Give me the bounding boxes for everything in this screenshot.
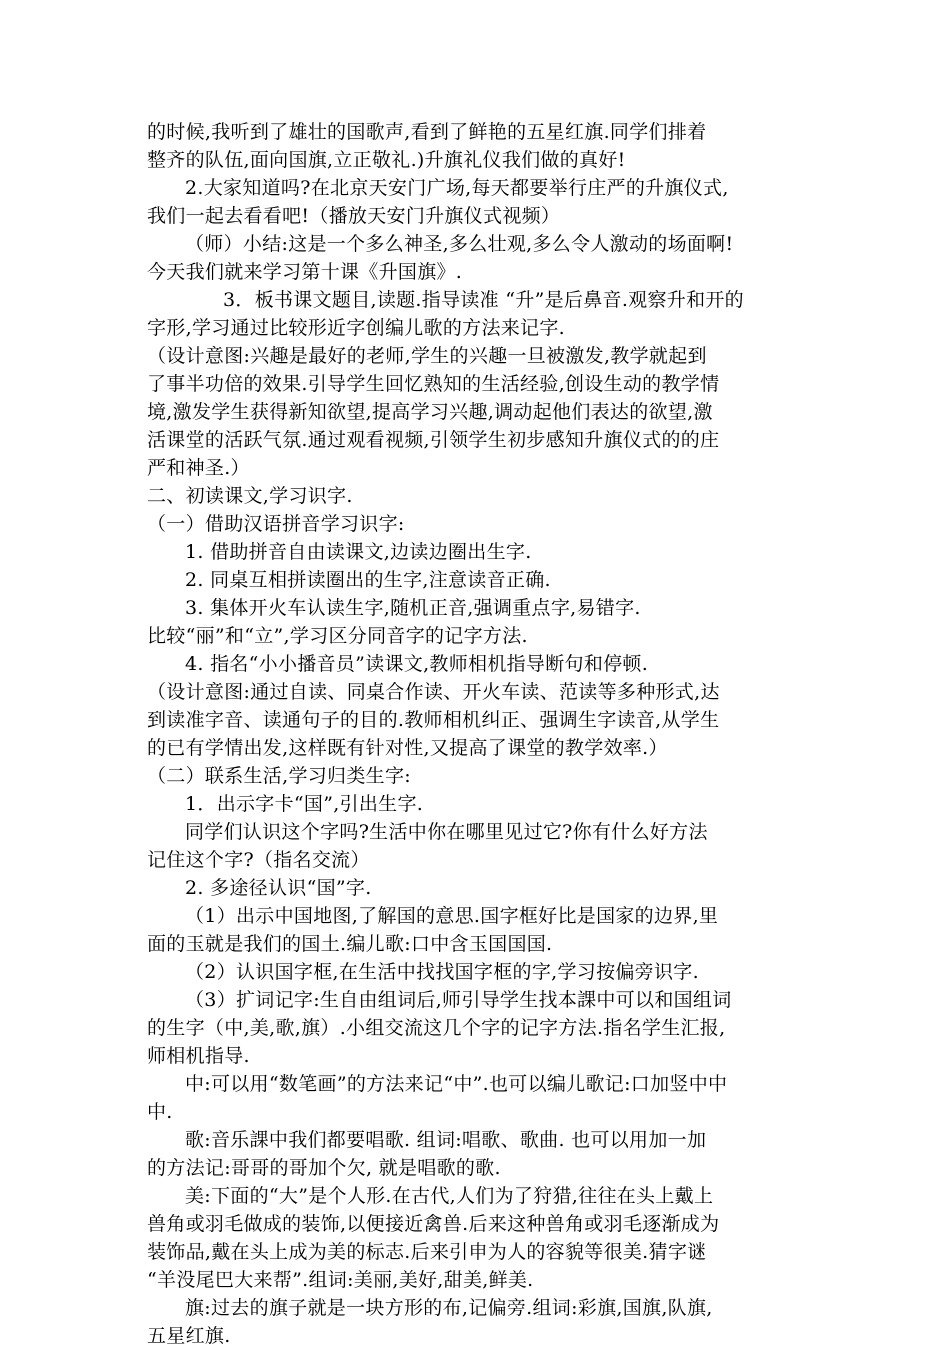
text-line: 整齐的队伍,面向国旗,立正敬礼.)升旗礼仪我们做的真好! bbox=[147, 149, 626, 171]
text-line: 装饰品,戴在头上成为美的标志.后来引申为人的容貌等很美.猜字谜 bbox=[147, 1241, 707, 1263]
text-line: 活课堂的活跃气氛.通过观看视频,引领学生初步感知升旗仪式的的庄 bbox=[147, 429, 720, 451]
text-line: 的已有学情出发,这样既有针对性,又提高了课堂的教学效率.） bbox=[147, 737, 668, 759]
subsection-heading: （二）联系生活,学习归类生字: bbox=[147, 765, 411, 787]
text-line: 中. bbox=[147, 1101, 173, 1123]
text-line: （设计意图:通过自读、同桌合作读、开火车读、范读等多种形式,达 bbox=[147, 681, 720, 703]
text-line: 记住这个字?（指名交流） bbox=[147, 849, 370, 871]
text-line: 2. 同桌互相拼读圈出的生字,注意读音正确. bbox=[185, 569, 551, 591]
text-line: 同学们认识这个字吗?生活中你在哪里见过它?你有什么好方法 bbox=[185, 821, 708, 843]
text-line: 境,激发学生获得新知欲望,提高学习兴趣,调动起他们表达的欲望,激 bbox=[147, 401, 713, 423]
text-line: 兽角或羽毛做成的装饰,以便接近禽兽.后来这种兽角或羽毛逐渐成为 bbox=[147, 1213, 720, 1235]
text-line: （1）出示中国地图,了解国的意思.国字框好比是国家的边界,里 bbox=[185, 905, 719, 927]
text-line: 4. 指名“小小播音员”读课文,教师相机指导断句和停顿. bbox=[185, 653, 649, 675]
text-line: 3. 集体开火车认读生字,随机正音,强调重点字,易错字. bbox=[185, 597, 641, 619]
text-line: （3）扩词记字:生自由组词后,师引导学生找本課中可以和国组词 bbox=[185, 989, 732, 1011]
text-line: 的生字（中,美,歌,旗）.小组交流这几个字的记字方法.指名学生汇报, bbox=[147, 1017, 726, 1039]
text-line: 比较“丽”和“立”,学习区分同音字的记字方法. bbox=[147, 625, 528, 647]
text-line: （设计意图:兴趣是最好的老师,学生的兴趣一旦被激发,教学就起到 bbox=[147, 345, 707, 367]
text-line: 3．板书课文题目,读题.指导读准 “升”是后鼻音.观察升和开的 bbox=[223, 289, 744, 311]
text-line: 旗:过去的旗子就是一块方形的布,记偏旁.组词:彩旗,国旗,队旗, bbox=[185, 1297, 713, 1319]
text-line: 了事半功倍的效果.引导学生回忆熟知的生活经验,创设生动的教学情 bbox=[147, 373, 720, 395]
text-line: 1. 借助拼音自由读课文,边读边圈出生字. bbox=[185, 541, 532, 563]
text-line: 今天我们就来学习第十课《升国旗》. bbox=[147, 261, 463, 283]
text-line: 中:可以用“数笔画”的方法来记“中”.也可以编儿歌记:口加竖中中 bbox=[185, 1073, 728, 1095]
text-line: 的方法记:哥哥的哥加个欠, 就是唱歌的歌. bbox=[147, 1157, 501, 1179]
text-line: （师）小结:这是一个多么神圣,多么壮观,多么令人激动的场面啊! bbox=[185, 233, 734, 255]
text-line: 严和神圣.） bbox=[147, 457, 250, 479]
text-line: 2.大家知道吗?在北京天安门广场,每天都要举行庄严的升旗仪式, bbox=[185, 177, 729, 199]
text-line: 1．出示字卡“国”,引出生字. bbox=[185, 793, 424, 815]
document-page bbox=[147, 118, 817, 1350]
text-line: 2. 多途径认识“国”字. bbox=[185, 877, 372, 899]
text-line: （2）认识国字框,在生活中找找国字框的字,学习按偏旁识字. bbox=[185, 961, 699, 983]
section-heading: 二、初读课文,学习识字. bbox=[147, 485, 353, 507]
text-line: 字形,学习通过比较形近字创编儿歌的方法来记字. bbox=[147, 317, 565, 339]
text-line: “羊没尾巴大来帮”.组词:美丽,美好,甜美,鲜美. bbox=[147, 1269, 534, 1291]
text-line: 到读准字音、读通句子的目的.教师相机纠正、强调生字读音,从学生 bbox=[147, 709, 720, 731]
text-line: 五星红旗. bbox=[147, 1325, 231, 1347]
text-line: 师相机指导. bbox=[147, 1045, 250, 1067]
text-line: 歌:音乐課中我们都要唱歌. 组词:唱歌、歌曲. 也可以用加一加 bbox=[185, 1129, 707, 1151]
subsection-heading: （一）借助汉语拼音学习识字: bbox=[147, 513, 405, 535]
text-line: 我们一起去看看吧!（播放天安门升旗仪式视频） bbox=[147, 205, 561, 227]
text-line: 的时候,我听到了雄壮的国歌声,看到了鲜艳的五星红旗.同学们排着 bbox=[147, 121, 707, 143]
text-line: 面的玉就是我们的国土.编儿歌:口中含玉国国国. bbox=[147, 933, 553, 955]
text-line: 美:下面的“大”是个人形.在古代,人们为了狩猎,往往在头上戴上 bbox=[185, 1185, 714, 1207]
